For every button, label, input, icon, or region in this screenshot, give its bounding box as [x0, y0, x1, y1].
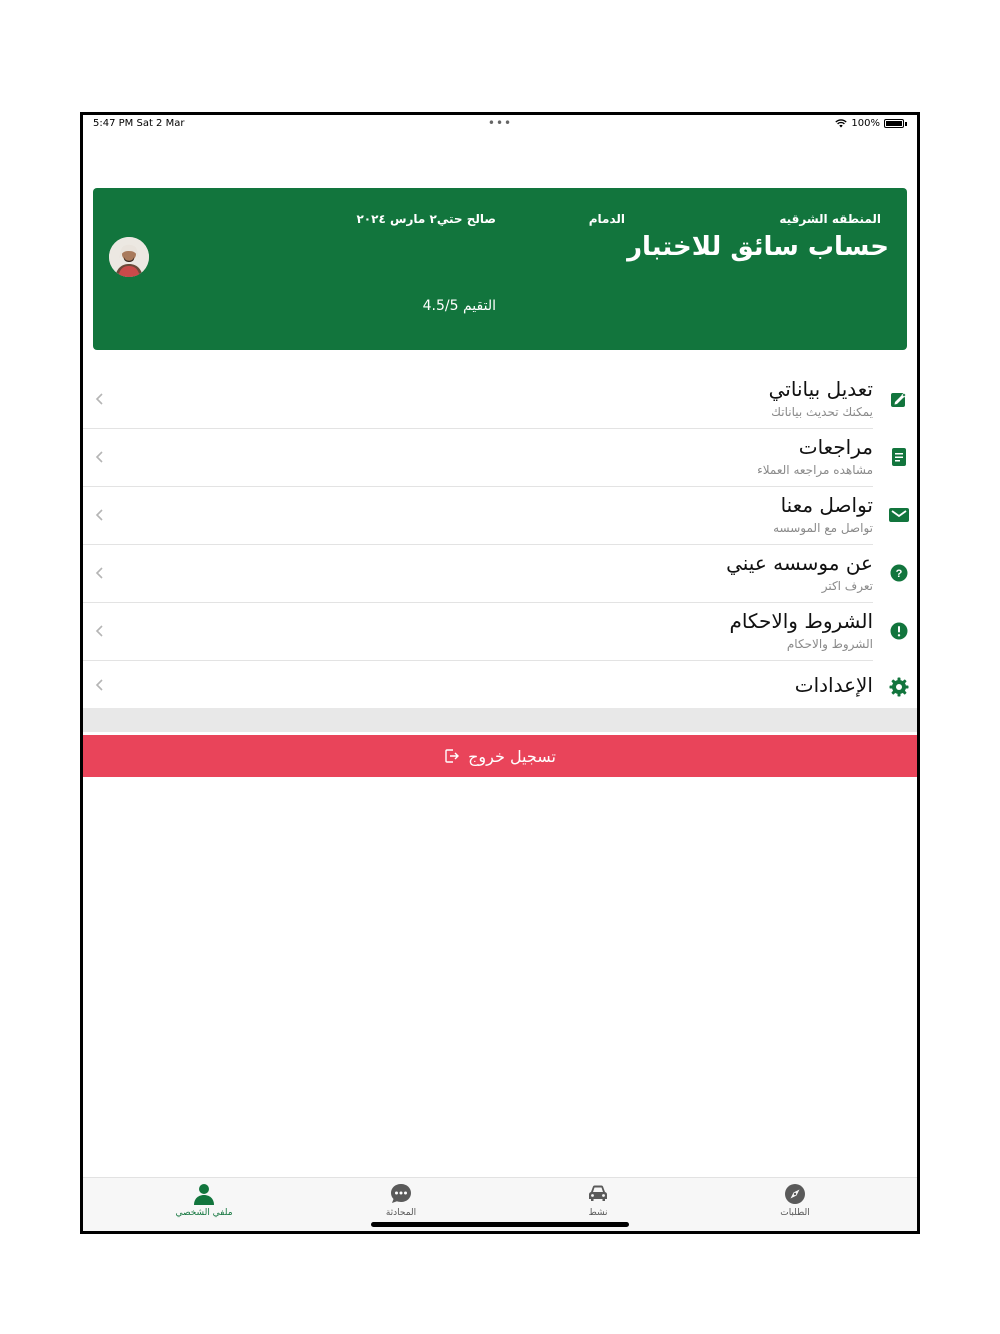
- tab-label: الطلبات: [780, 1208, 810, 1218]
- compass-icon: [783, 1182, 807, 1206]
- menu-item-title: عن موسسه عيني: [726, 551, 873, 575]
- menu-item-subtitle: تواصل مع الموسسه: [773, 521, 873, 535]
- menu-item-subtitle: يمكنك تحديث بياناتك: [771, 405, 873, 419]
- status-bar: [83, 115, 917, 133]
- menu-item-reviews[interactable]: [83, 429, 917, 487]
- mail-icon: [889, 505, 909, 525]
- svg-text:?: ?: [895, 568, 903, 580]
- logout-label: تسجيل خروج: [468, 746, 556, 766]
- profile-city: الدمام: [588, 212, 625, 226]
- status-right: [835, 118, 907, 129]
- multitask-dots[interactable]: •••: [487, 116, 513, 130]
- chevron-left-icon: [93, 449, 107, 465]
- exclamation-icon: [889, 621, 909, 641]
- home-indicator: [371, 1222, 629, 1227]
- chevron-left-icon: [93, 623, 107, 639]
- menu-item-subtitle: الشروط والاحكام: [786, 637, 873, 651]
- chat-icon: [389, 1182, 413, 1206]
- tab-label: المحادثة: [385, 1208, 417, 1218]
- avatar[interactable]: [109, 237, 149, 277]
- chevron-left-icon: [93, 565, 107, 581]
- menu-item-title: تواصل معنا: [780, 493, 873, 517]
- profile-district-date: صالح حتي٢ مارس ٢٠٢٤: [356, 212, 496, 226]
- tab-active[interactable]: [538, 1182, 658, 1218]
- tab-orders[interactable]: [735, 1182, 855, 1218]
- menu-item-title: الشروط والاحكام: [729, 609, 873, 633]
- chevron-left-icon: [93, 677, 107, 693]
- menu-item-settings[interactable]: [83, 661, 917, 713]
- tab-label: ملفي الشخصي: [175, 1208, 233, 1218]
- tab-profile[interactable]: [144, 1182, 264, 1218]
- tab-chat[interactable]: [341, 1182, 461, 1218]
- document-icon: [889, 447, 909, 467]
- menu-item-title: مراجعات: [798, 435, 873, 459]
- profile-rating: التقيم 4.5/5: [422, 298, 496, 314]
- menu-item-title: تعديل بياناتي: [768, 377, 873, 401]
- menu-item-title: الإعدادات: [794, 673, 873, 697]
- status-time: 5:47 PM Sat 2 Mar: [93, 118, 185, 129]
- menu-item-contact[interactable]: [83, 487, 917, 545]
- question-icon: [889, 563, 909, 583]
- battery-tip: [905, 122, 907, 126]
- menu-item-subtitle: تعرف اكتر: [821, 579, 873, 593]
- logout-button[interactable]: [83, 735, 917, 777]
- edit-icon: [889, 389, 909, 409]
- wifi-icon: [835, 119, 847, 128]
- chevron-left-icon: [93, 391, 107, 407]
- profile-name: حساب سائق للاختبار: [627, 232, 889, 262]
- car-icon: [586, 1182, 610, 1206]
- battery-percent: 100%: [851, 118, 880, 129]
- person-icon: [192, 1182, 216, 1206]
- menu-item-terms[interactable]: [83, 603, 917, 661]
- gear-icon: [889, 677, 909, 697]
- device-frame: [80, 112, 920, 1234]
- tab-label: نشط: [588, 1208, 608, 1218]
- menu-item-about[interactable]: [83, 545, 917, 603]
- logout-icon: [444, 748, 460, 764]
- profile-region: المنطقه الشرقيه: [779, 212, 881, 226]
- section-spacer: [83, 708, 917, 732]
- menu-list: [83, 371, 917, 713]
- profile-card: [93, 188, 907, 350]
- chevron-left-icon: [93, 507, 107, 523]
- avatar-photo: [109, 237, 149, 277]
- menu-item-edit-profile[interactable]: [83, 371, 917, 429]
- menu-item-subtitle: مشاهده مراجعه العملاء: [757, 463, 873, 477]
- battery-icon: [884, 119, 904, 128]
